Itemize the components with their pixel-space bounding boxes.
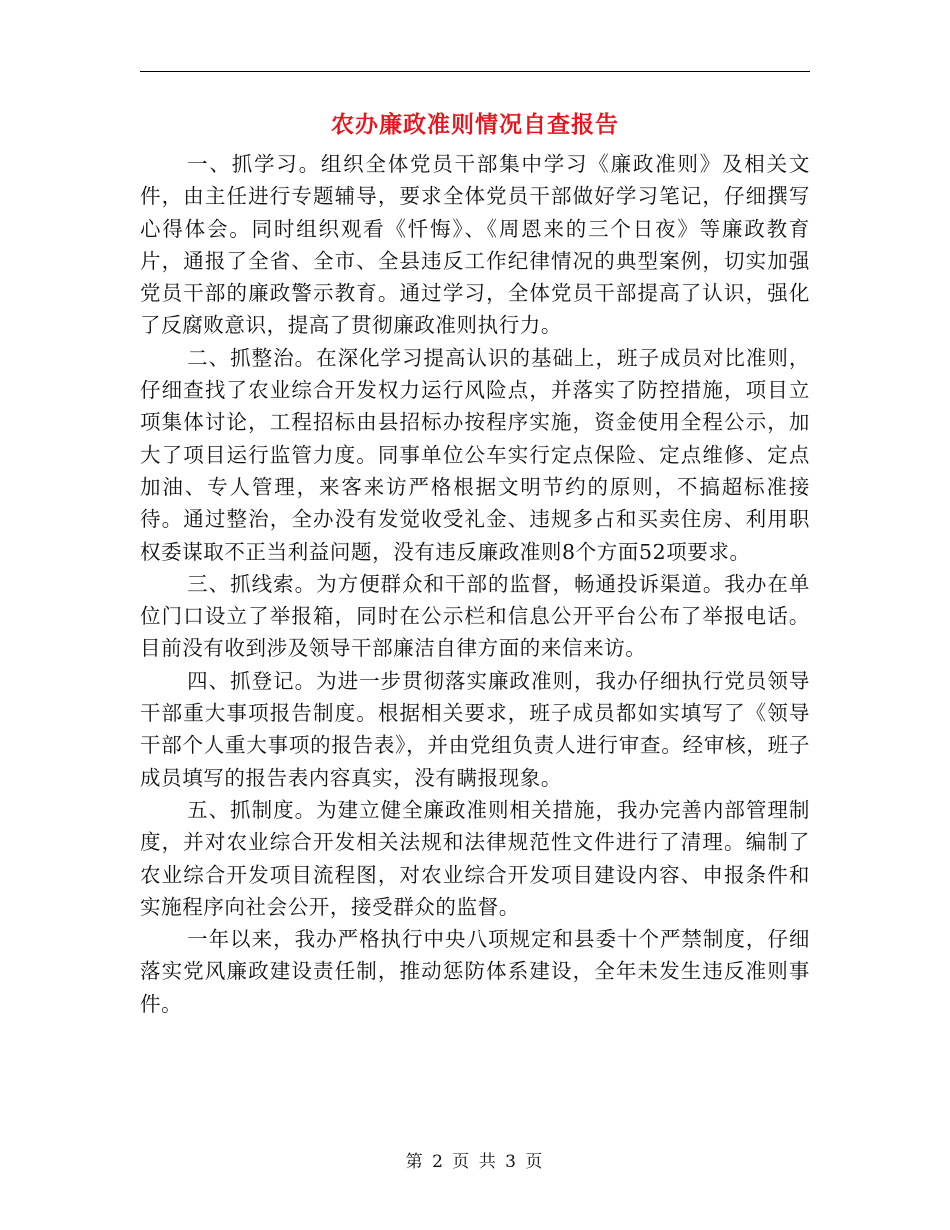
document-title: 农办廉政准则情况自查报告 <box>331 112 619 138</box>
header-rule <box>140 71 810 72</box>
paragraph-rectification: 二、抓整治。在深化学习提高认识的基础上，班子成员对比准则，仔细查找了农业综合开发权力运行风险点，并落实了防控措施，项目立项集体讨论，工程招标由县招标办按程序实施，资金使用全程公示，加大了项目运行监管力度。同事单位公车实行定点保险、定点维修、定点加油、专人管理，来客来访严格根据文明节约的原则，不搞超标准接待。通过整治，全办没有发觉收受礼金、违规多占和买卖住房、利用职权委谋取不正当利益问题，没有违反廉政准则8个方面52项要求。 <box>140 345 810 564</box>
paragraph-system: 五、抓制度。为建立健全廉政准则相关措施，我办完善内部管理制度，并对农业综合开发相关法规和法律规范性文件进行了清理。编制了农业综合开发项目流程图，对农业综合开发项目建设内容、申报条件和实施程序向社会公开，接受群众的监督。 <box>140 797 810 919</box>
paragraph-study: 一、抓学习。组织全体党员干部集中学习《廉政准则》及相关文件，由主任进行专题辅导，要求全体党员干部做好学习笔记，仔细撰写心得体会。同时组织观看《忏悔》、《周恩来的三个日夜》等廉政教育片，通报了全省、全市、全县违反工作纪律情况的典型案例，切实加强党员干部的廉政警示教育。通过学习，全体党员干部提高了认识，强化了反腐败意识，提高了贯彻廉政准则执行力。 <box>140 152 810 338</box>
paragraph-registration: 四、抓登记。为进一步贯彻落实廉政准则，我办仔细执行党员领导干部重大事项报告制度。根据相关要求，班子成员都如实填写了《领导干部个人重大事项的报告表》，并由党组负责人进行审查。经审核，班子成员填写的报告表内容真实，没有瞒报现象。 <box>140 668 810 790</box>
page-number: 第 2 页 共 3 页 <box>405 1152 545 1172</box>
paragraph-clues: 三、抓线索。为方便群众和干部的监督，畅通投诉渠道。我办在单位门口设立了举报箱，同时在公示栏和信息公开平台公布了举报电话。目前没有收到涉及领导干部廉洁自律方面的来信来访。 <box>140 571 810 661</box>
paragraph-summary: 一年以来，我办严格执行中央八项规定和县委十个严禁制度，仔细落实党风廉政建设责任制，推动惩防体系建设，全年未发生违反准则事件。 <box>140 927 810 1016</box>
document-body <box>140 148 810 1020</box>
